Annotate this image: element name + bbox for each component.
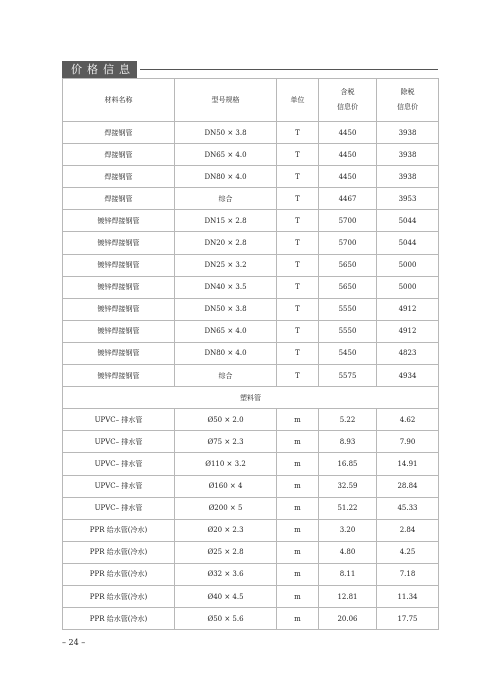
cell-price-without-tax: 14.91 <box>377 453 439 475</box>
cell-price-with-tax: 4450 <box>319 166 377 188</box>
cell-spec: Ø160 × 4 <box>175 475 277 497</box>
table-row <box>63 144 439 166</box>
cell-price-with-tax: 4450 <box>319 144 377 166</box>
cell-price-without-tax: 17.75 <box>377 608 439 630</box>
cell-spec: DN20 × 2.8 <box>175 232 277 254</box>
cell-material-name: 焊接钢管 <box>63 144 175 166</box>
table-row <box>63 276 439 298</box>
cell-unit: T <box>277 342 319 364</box>
cell-price-with-tax: 5550 <box>319 320 377 342</box>
cell-spec: Ø25 × 2.8 <box>175 541 277 563</box>
cell-material-name: UPVC– 排水管 <box>63 409 175 431</box>
cell-unit: T <box>277 254 319 276</box>
cell-material-name: 镀锌焊接钢管 <box>63 365 175 387</box>
table-group-row <box>63 387 439 409</box>
cell-unit: T <box>277 232 319 254</box>
cell-price-with-tax: 5650 <box>319 254 377 276</box>
cell-price-without-tax: 4912 <box>377 320 439 342</box>
cell-material-name: PPR 给水管(冷水) <box>63 563 175 585</box>
cell-spec: Ø50 × 5.6 <box>175 608 277 630</box>
table-row <box>63 563 439 585</box>
cell-material-name: 焊接钢管 <box>63 166 175 188</box>
table-row <box>63 365 439 387</box>
price-table-body <box>63 122 439 630</box>
cell-price-with-tax: 5700 <box>319 210 377 232</box>
price-table-header <box>63 79 439 122</box>
cell-price-with-tax: 3.20 <box>319 519 377 541</box>
cell-material-name: 镀锌焊接钢管 <box>63 298 175 320</box>
cell-unit: m <box>277 608 319 630</box>
section-title-badge: 价格信息 <box>62 61 137 78</box>
cell-spec: Ø20 × 2.3 <box>175 519 277 541</box>
cell-material-name: 镀锌焊接钢管 <box>63 342 175 364</box>
cell-price-without-tax: 3953 <box>377 188 439 210</box>
col-header-material-name: 材料名称 <box>63 79 175 122</box>
cell-material-name: 镀锌焊接钢管 <box>63 254 175 276</box>
cell-price-with-tax: 12.81 <box>319 585 377 607</box>
cell-price-without-tax: 2.84 <box>377 519 439 541</box>
cell-spec: DN15 × 2.8 <box>175 210 277 232</box>
cell-material-name: 镀锌焊接钢管 <box>63 276 175 298</box>
cell-unit: T <box>277 365 319 387</box>
cell-price-with-tax: 20.06 <box>319 608 377 630</box>
cell-price-with-tax: 4.80 <box>319 541 377 563</box>
table-row <box>63 232 439 254</box>
cell-price-with-tax: 32.59 <box>319 475 377 497</box>
cell-price-without-tax: 3938 <box>377 144 439 166</box>
cell-spec: DN50 × 3.8 <box>175 298 277 320</box>
cell-price-with-tax: 4467 <box>319 188 377 210</box>
cell-unit: T <box>277 188 319 210</box>
cell-price-without-tax: 4912 <box>377 298 439 320</box>
table-row <box>63 166 439 188</box>
cell-material-name: PPR 给水管(冷水) <box>63 585 175 607</box>
cell-unit: m <box>277 409 319 431</box>
table-row <box>63 453 439 475</box>
cell-price-with-tax: 8.11 <box>319 563 377 585</box>
table-row <box>63 320 439 342</box>
cell-unit: m <box>277 585 319 607</box>
cell-price-with-tax: 5575 <box>319 365 377 387</box>
cell-spec: DN65 × 4.0 <box>175 144 277 166</box>
cell-material-name: 镀锌焊接钢管 <box>63 320 175 342</box>
cell-spec: Ø200 × 5 <box>175 497 277 519</box>
cell-price-with-tax: 16.85 <box>319 453 377 475</box>
cell-material-name: UPVC– 排水管 <box>63 431 175 453</box>
cell-unit: T <box>277 320 319 342</box>
cell-price-with-tax: 5550 <box>319 298 377 320</box>
cell-price-without-tax: 4823 <box>377 342 439 364</box>
cell-unit: T <box>277 144 319 166</box>
cell-price-without-tax: 45.33 <box>377 497 439 519</box>
cell-price-with-tax: 5700 <box>319 232 377 254</box>
cell-unit: m <box>277 563 319 585</box>
table-row <box>63 475 439 497</box>
cell-unit: m <box>277 541 319 563</box>
cell-price-with-tax: 5.22 <box>319 409 377 431</box>
cell-spec: DN50 × 3.8 <box>175 122 277 144</box>
cell-spec: DN80 × 4.0 <box>175 166 277 188</box>
cell-price-with-tax: 4450 <box>319 122 377 144</box>
cell-material-name: UPVC– 排水管 <box>63 475 175 497</box>
cell-spec: Ø50 × 2.0 <box>175 409 277 431</box>
cell-unit: m <box>277 431 319 453</box>
cell-unit: m <box>277 497 319 519</box>
cell-price-with-tax: 51.22 <box>319 497 377 519</box>
cell-price-with-tax: 5450 <box>319 342 377 364</box>
cell-material-name: PPR 给水管(冷水) <box>63 608 175 630</box>
cell-material-name: 镀锌焊接钢管 <box>63 210 175 232</box>
table-row <box>63 188 439 210</box>
cell-price-without-tax: 4.62 <box>377 409 439 431</box>
cell-price-with-tax: 8.93 <box>319 431 377 453</box>
cell-spec: Ø75 × 2.3 <box>175 431 277 453</box>
table-row <box>63 254 439 276</box>
cell-unit: T <box>277 276 319 298</box>
cell-spec: Ø32 × 3.6 <box>175 563 277 585</box>
section-title-rule <box>140 69 438 70</box>
col-header-price-without-tax <box>377 79 439 122</box>
table-row <box>63 122 439 144</box>
cell-material-name: PPR 给水管(冷水) <box>63 541 175 563</box>
col-header-price-without-tax-line2: 信息价 <box>397 103 418 111</box>
cell-price-without-tax: 4934 <box>377 365 439 387</box>
cell-spec: Ø110 × 3.2 <box>175 453 277 475</box>
col-header-price-without-tax-line1: 除税 <box>400 88 415 96</box>
col-header-unit: 单位 <box>277 79 319 122</box>
cell-price-without-tax: 3938 <box>377 122 439 144</box>
col-header-price-with-tax-line2: 信息价 <box>337 103 358 111</box>
cell-price-without-tax: 7.18 <box>377 563 439 585</box>
cell-spec: Ø40 × 4.5 <box>175 585 277 607</box>
cell-spec: 综合 <box>175 365 277 387</box>
page-number: – 24 – <box>62 638 86 647</box>
cell-price-without-tax: 28.84 <box>377 475 439 497</box>
cell-price-without-tax: 11.34 <box>377 585 439 607</box>
table-row <box>63 585 439 607</box>
table-group-label: 塑料管 <box>63 387 439 409</box>
cell-spec: DN80 × 4.0 <box>175 342 277 364</box>
table-row <box>63 342 439 364</box>
cell-price-without-tax: 4.25 <box>377 541 439 563</box>
cell-spec: DN65 × 4.0 <box>175 320 277 342</box>
col-header-price-with-tax <box>319 79 377 122</box>
cell-price-without-tax: 7.90 <box>377 431 439 453</box>
cell-spec: DN25 × 3.2 <box>175 254 277 276</box>
cell-unit: m <box>277 519 319 541</box>
cell-price-without-tax: 5000 <box>377 276 439 298</box>
cell-material-name: UPVC– 排水管 <box>63 497 175 519</box>
cell-spec: DN40 × 3.5 <box>175 276 277 298</box>
table-row <box>63 409 439 431</box>
cell-unit: T <box>277 122 319 144</box>
cell-unit: m <box>277 475 319 497</box>
table-row <box>63 298 439 320</box>
table-row <box>63 519 439 541</box>
cell-unit: T <box>277 298 319 320</box>
table-row <box>63 210 439 232</box>
cell-material-name: 焊接钢管 <box>63 188 175 210</box>
cell-material-name: PPR 给水管(冷水) <box>63 519 175 541</box>
col-header-spec: 型号规格 <box>175 79 277 122</box>
cell-price-with-tax: 5650 <box>319 276 377 298</box>
table-row <box>63 608 439 630</box>
cell-material-name: 焊接钢管 <box>63 122 175 144</box>
col-header-price-with-tax-line1: 含税 <box>340 88 355 96</box>
cell-unit: T <box>277 210 319 232</box>
cell-material-name: 镀锌焊接钢管 <box>63 232 175 254</box>
cell-price-without-tax: 3938 <box>377 166 439 188</box>
cell-unit: m <box>277 453 319 475</box>
cell-price-without-tax: 5044 <box>377 210 439 232</box>
cell-price-without-tax: 5000 <box>377 254 439 276</box>
cell-unit: T <box>277 166 319 188</box>
cell-price-without-tax: 5044 <box>377 232 439 254</box>
cell-spec: 综合 <box>175 188 277 210</box>
table-row <box>63 497 439 519</box>
table-row <box>63 431 439 453</box>
table-row <box>63 541 439 563</box>
cell-material-name: UPVC– 排水管 <box>63 453 175 475</box>
price-table <box>62 78 439 630</box>
